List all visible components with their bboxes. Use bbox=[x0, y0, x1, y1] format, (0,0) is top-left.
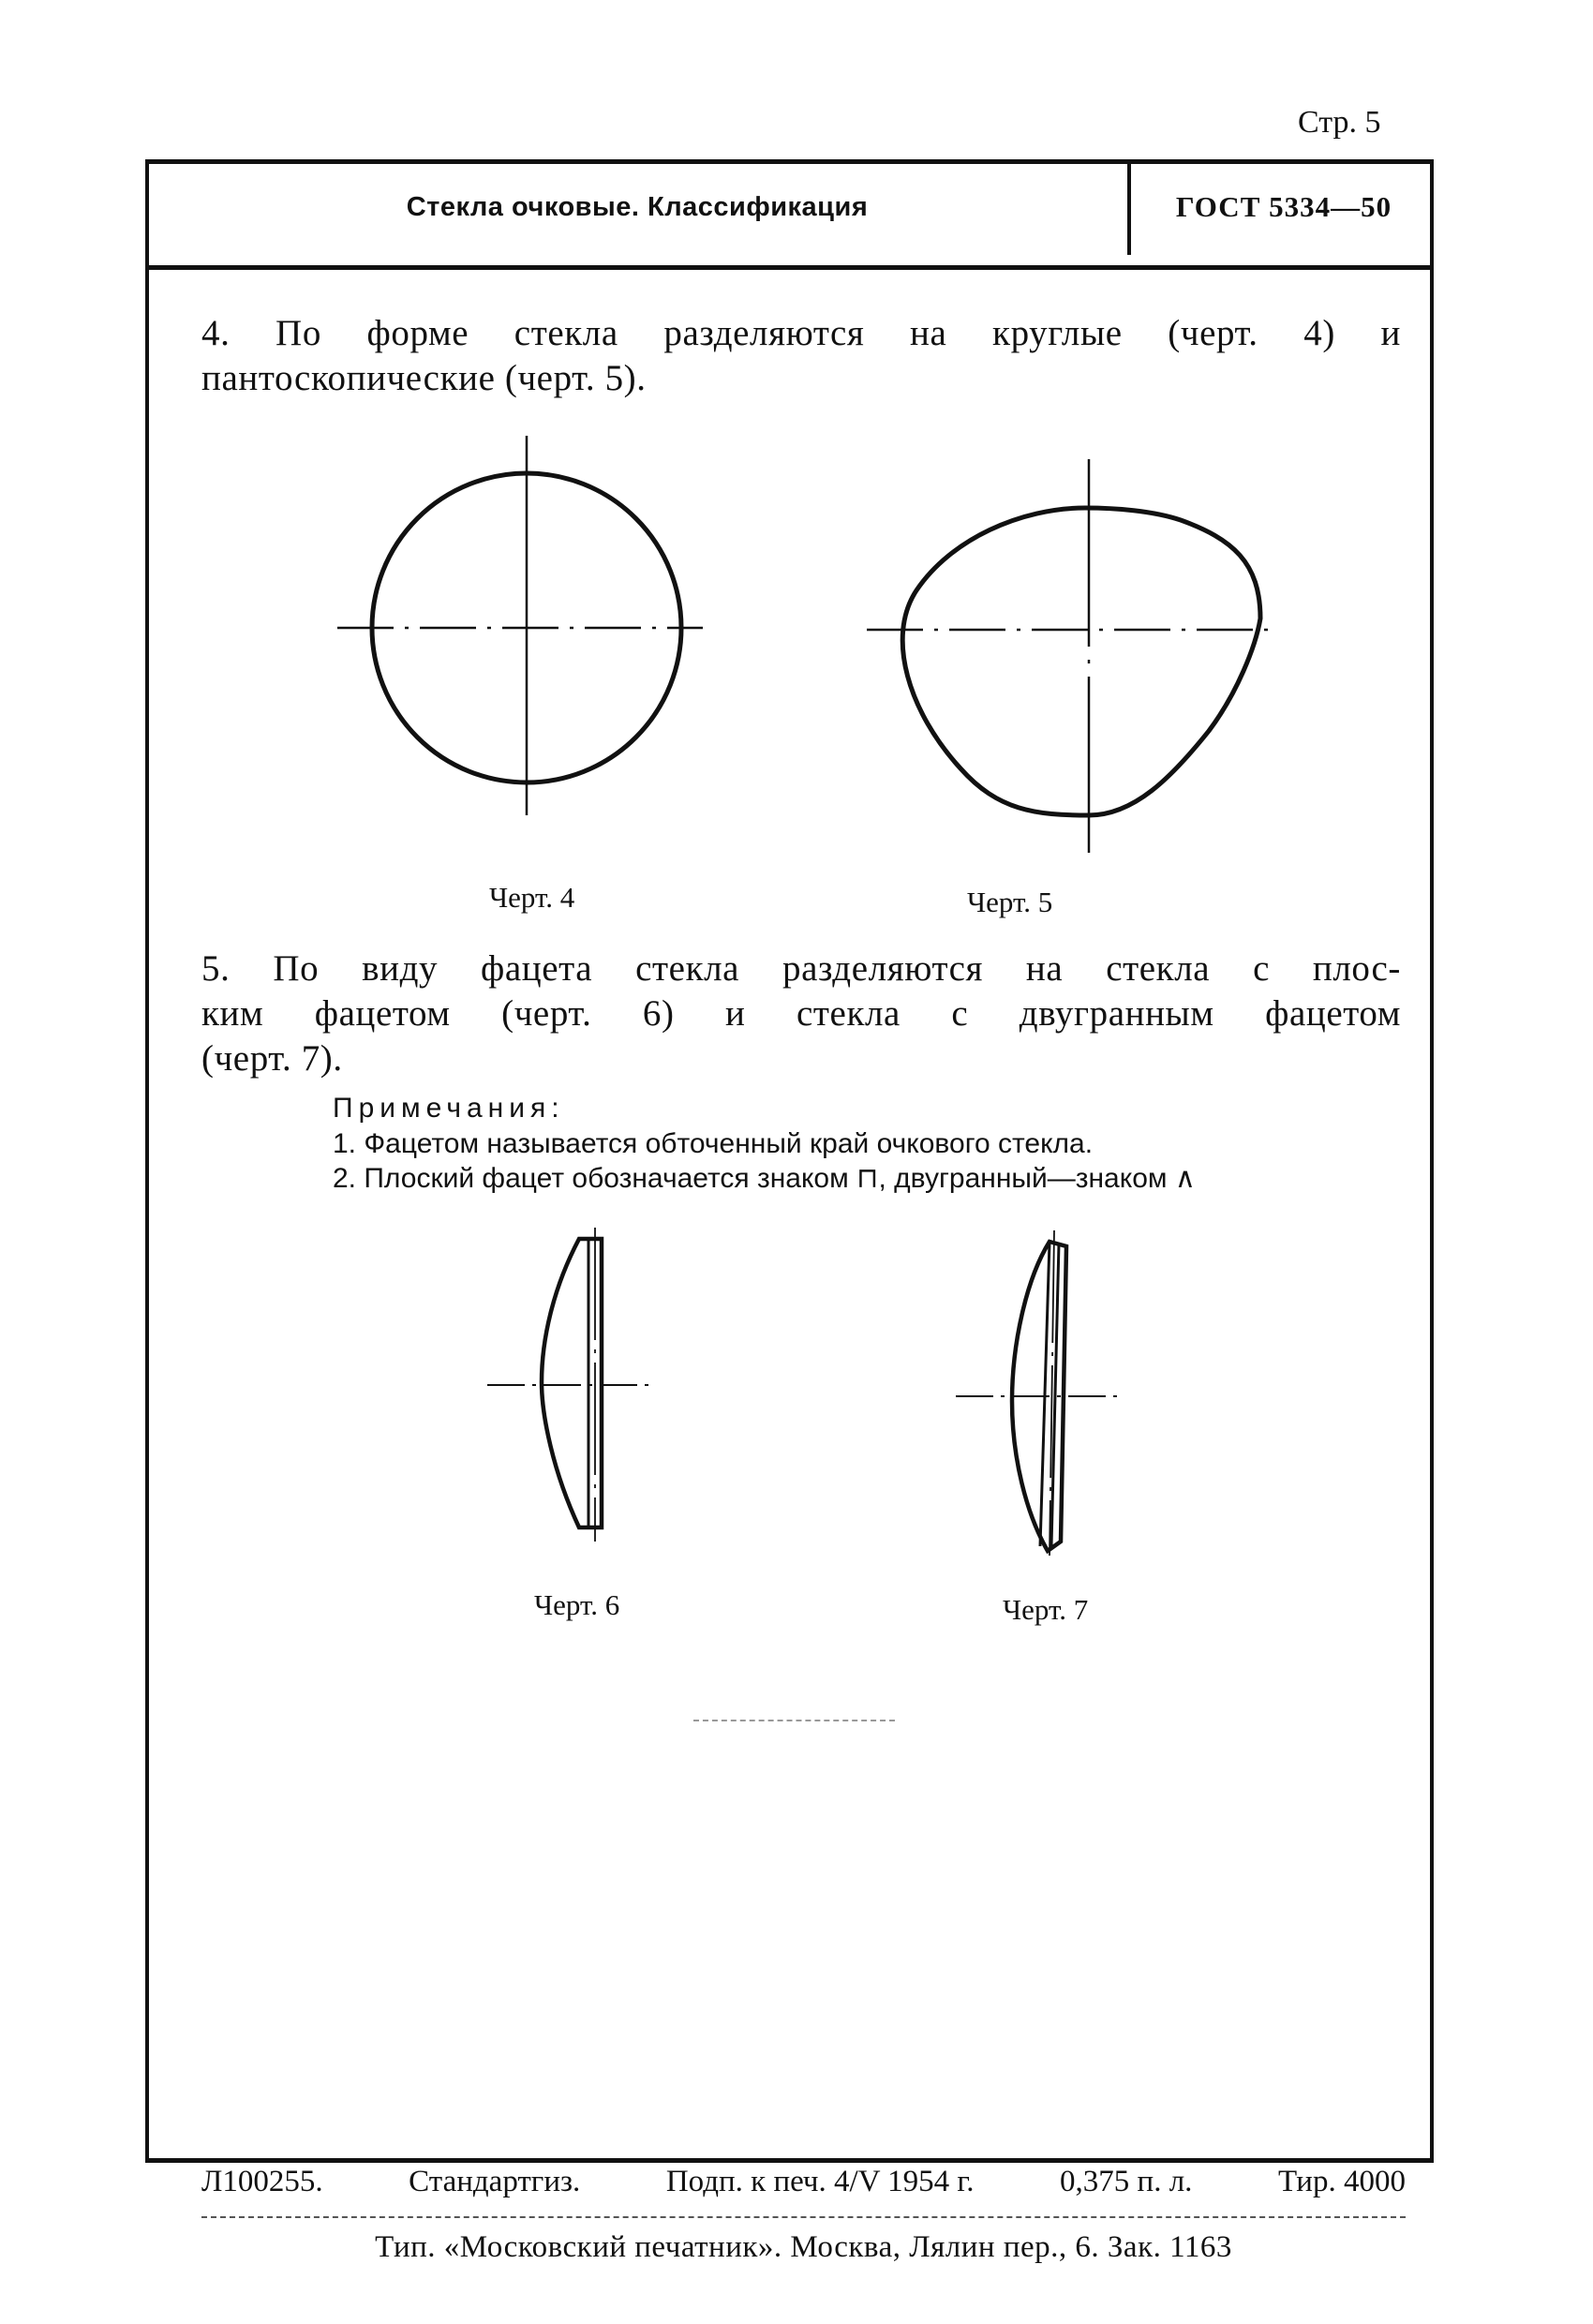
figure-4-caption: Черт. 4 bbox=[489, 881, 575, 914]
note-2 bbox=[333, 1162, 1410, 1196]
flat-facet-lens-section bbox=[542, 1239, 602, 1527]
note-2-text: 2. Плоский фацет обозначается знаком bbox=[333, 1163, 849, 1194]
standard-code: ГОСТ 5334—50 bbox=[1175, 190, 1392, 223]
footer-volume: 0,375 п. л. bbox=[1060, 2165, 1193, 2198]
footer-signed: Подп. к печ. 4/V 1954 г. bbox=[665, 2165, 975, 2198]
header-rule bbox=[145, 265, 1434, 270]
paragraph-5-line-2: ким фацетом (черт. 6) и стекла с двугранным фацетом bbox=[201, 993, 1401, 1034]
paragraph-5-line-1: 5. По виду фацета стекла разделяются на стекла с плос- bbox=[201, 948, 1401, 989]
notes-heading: Примечания: bbox=[333, 1093, 565, 1124]
footer-print-run: Тир. 4000 bbox=[1277, 2165, 1406, 2198]
figure-6-caption: Черт. 6 bbox=[534, 1588, 620, 1621]
flat-facet-symbol: ⊓ bbox=[856, 1163, 879, 1194]
figure-6-flat-facet bbox=[487, 1218, 656, 1556]
figure-5-pantoscopic-lens bbox=[862, 450, 1274, 862]
dihedral-facet-symbol: ∧ bbox=[1174, 1163, 1196, 1194]
note-1: 1. Фацетом называется обточенный край очкового стекла. bbox=[333, 1128, 1094, 1159]
footer-imprint bbox=[201, 2165, 1406, 2199]
pantoscopic-lens-outline bbox=[902, 508, 1260, 815]
figure-5-caption: Черт. 5 bbox=[967, 886, 1053, 918]
figure-7-caption: Черт. 7 bbox=[1003, 1593, 1089, 1626]
page-number: Стр. 5 bbox=[1298, 105, 1381, 140]
note-2-mid: , двугранный—знаком bbox=[878, 1163, 1168, 1194]
header-separator bbox=[1127, 161, 1131, 255]
dihedral-facet-line-1 bbox=[1040, 1242, 1050, 1546]
footer-publisher: Стандартгиз. bbox=[409, 2165, 581, 2198]
footer-rule bbox=[201, 2216, 1406, 2218]
footer-code: Л100255. bbox=[201, 2165, 323, 2198]
paragraph-4-line-2: пантоскопические (черт. 5). bbox=[201, 358, 647, 398]
document-title: Стекла очковые. Классификация bbox=[406, 192, 869, 222]
paragraph-4-line-1: 4. По форме стекла разделяются на круглые (черт. 4) и bbox=[201, 313, 1401, 353]
footer-printer: Тип. «Московский печатник». Москва, Лялин пер., 6. Зак. 1163 bbox=[375, 2230, 1232, 2264]
paragraph-5-line-3: (черт. 7). bbox=[201, 1038, 343, 1079]
figure-4-round-lens bbox=[328, 426, 703, 820]
end-dash-line bbox=[693, 1720, 895, 1721]
figure-7-dihedral-facet bbox=[956, 1223, 1124, 1560]
